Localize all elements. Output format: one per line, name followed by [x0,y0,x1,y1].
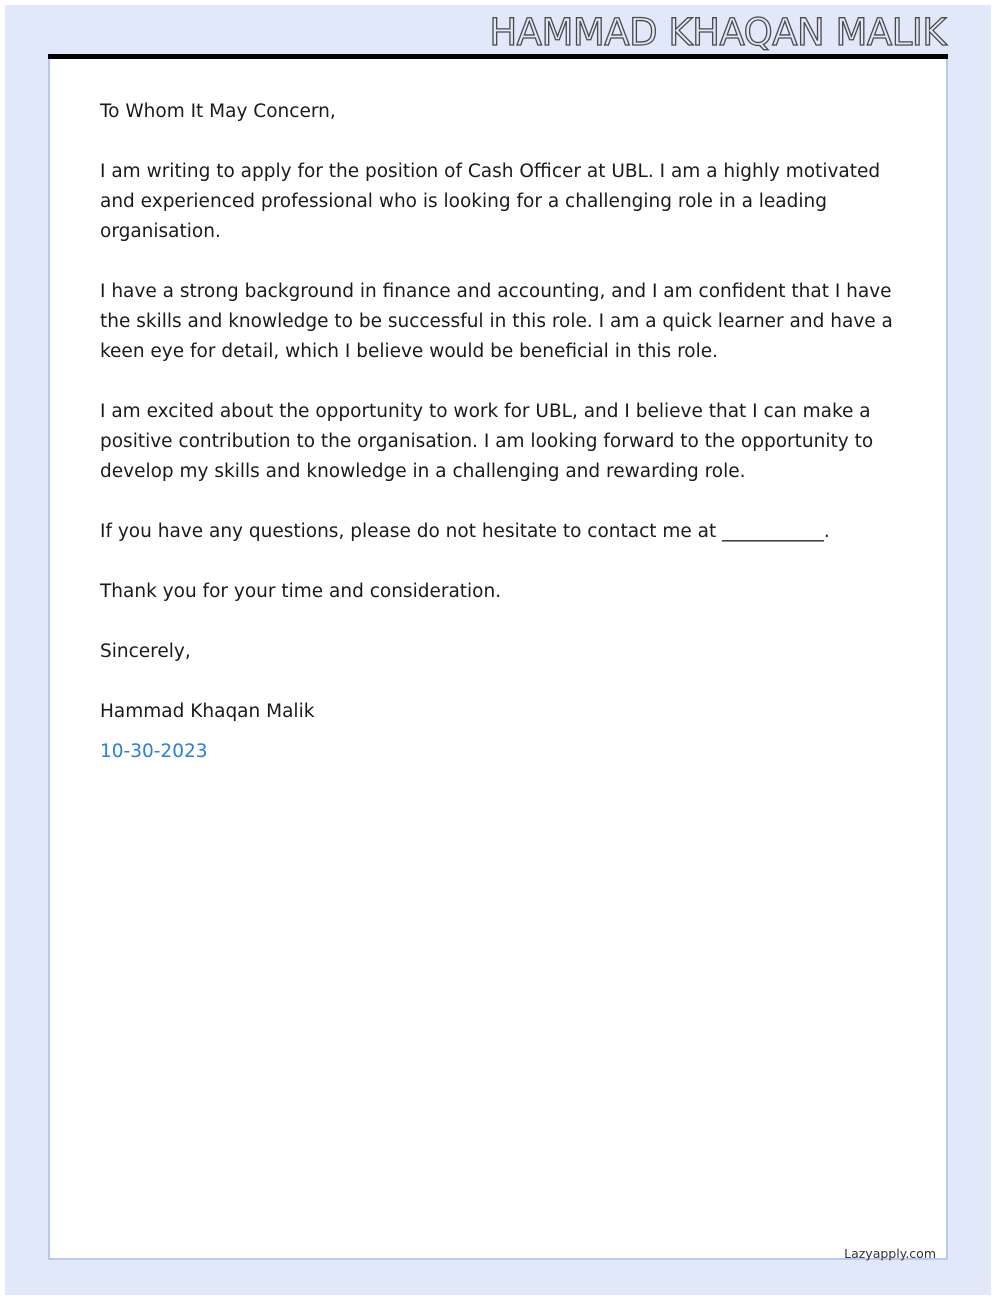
letter-date: 10-30-2023 [100,741,208,762]
paragraph-contact: If you have any questions, please do not hesitate to contact me at ___________. [100,521,830,542]
signature-name: Hammad Khaqan Malik [100,701,315,722]
cover-letter-body [100,97,900,767]
footer-credit: Lazyapply.com [844,1246,936,1261]
paragraph-thanks: Thank you for your time and consideration. [100,581,502,602]
paragraph-motivation: I am excited about the opportunity to work for UBL, and I believe that I can make a positive contribution to the organisation. I am looking forward to the opportunity to develop my skills and knowledge in a challenging and rewarding role. [100,401,874,482]
closing: Sincerely, [100,641,191,662]
paragraph-intro: I am writing to apply for the position of Cash Officer at UBL. I am a highly motivated and experienced professional who is looking for a challenging role in a leading organisation. [100,161,881,242]
salutation: To Whom It May Concern, [100,101,336,122]
applicant-name-heading: HAMMAD KHAQAN MALIK [489,11,946,54]
paragraph-background: I have a strong background in finance and accounting, and I am confident that I have the skills and knowledge to be successful in this role. I am a quick learner and have a keen eye for detail, which I believe would be beneficial in this role. [100,281,893,362]
